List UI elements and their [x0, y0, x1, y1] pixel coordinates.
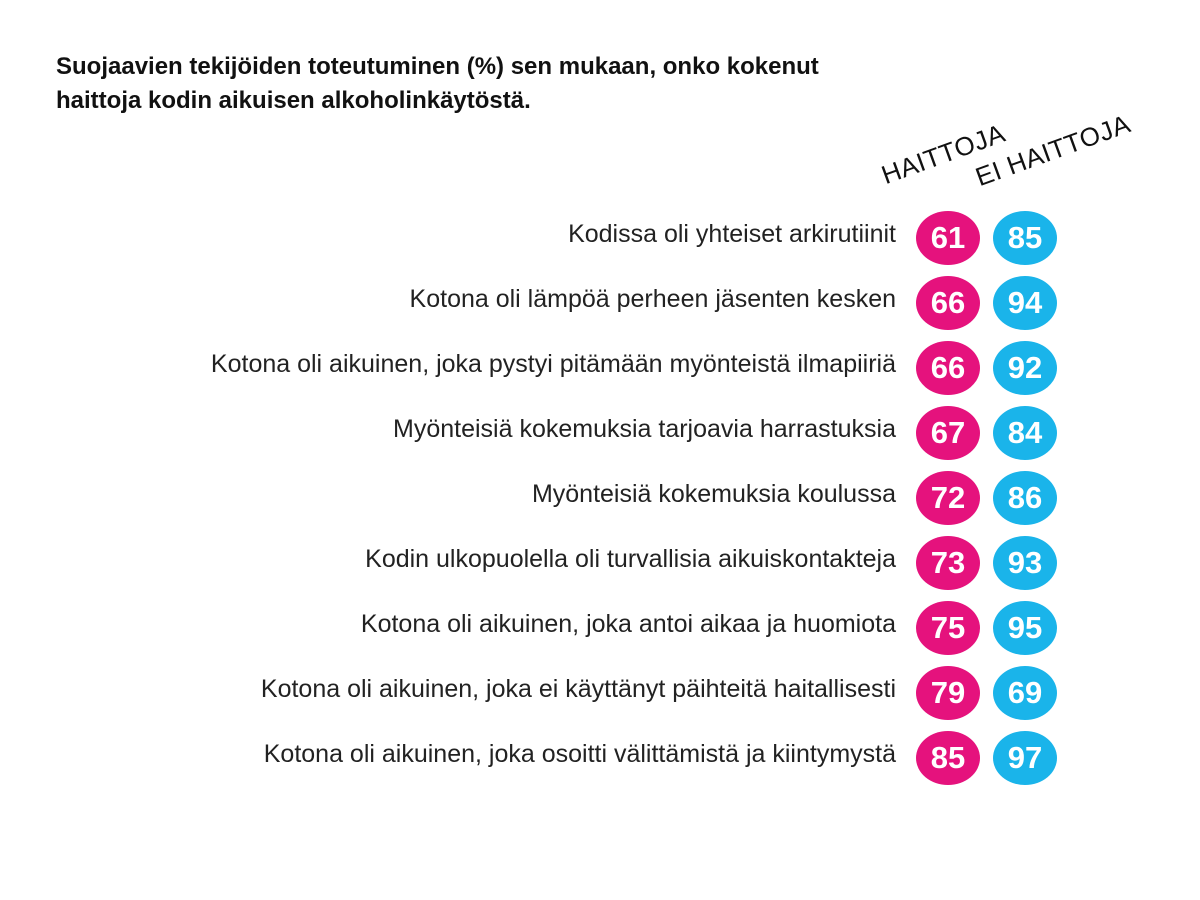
value-bubble-haittoja: 66 — [916, 341, 980, 395]
value-bubble-ei-haittoja: 97 — [993, 731, 1057, 785]
row-label: Myönteisiä kokemuksia koulussa — [531, 480, 896, 508]
row-label: Kotona oli aikuinen, joka osoitti välittämistä ja kiintymystä — [263, 740, 896, 768]
chart-row — [0, 338, 1200, 398]
value-bubble-haittoja: 72 — [916, 471, 980, 525]
chart-row — [0, 403, 1200, 463]
value-bubble-haittoja: 67 — [916, 406, 980, 460]
row-label: Kodin ulkopuolella oli turvallisia aikuiskontakteja — [365, 545, 896, 573]
row-label: Kotona oli lämpöä perheen jäsenten kesken — [409, 285, 896, 313]
value-bubble-ei-haittoja: 93 — [993, 536, 1057, 590]
row-label: Kotona oli aikuinen, joka antoi aikaa ja huomiota — [360, 610, 896, 638]
chart-row — [0, 598, 1200, 658]
value-bubble-haittoja: 75 — [916, 601, 980, 655]
chart-row — [0, 208, 1200, 268]
chart-title-line: Suojaavien tekijöiden toteutuminen (%) sen mukaan, onko kokenut — [56, 53, 819, 80]
column-header-haittoja: HAITTOJA — [877, 117, 1010, 191]
chart-row — [0, 468, 1200, 528]
chart-row — [0, 663, 1200, 723]
row-label: Myönteisiä kokemuksia tarjoavia harrastuksia — [393, 415, 896, 443]
value-bubble-ei-haittoja: 84 — [993, 406, 1057, 460]
chart-row — [0, 728, 1200, 788]
row-label: Kotona oli aikuinen, joka ei käyttänyt päihteitä haitallisesti — [260, 675, 896, 703]
value-bubble-ei-haittoja: 95 — [993, 601, 1057, 655]
value-bubble-ei-haittoja: 86 — [993, 471, 1057, 525]
column-header-ei-haittoja: EI HAITTOJA — [971, 108, 1135, 193]
value-bubble-haittoja: 61 — [916, 211, 980, 265]
value-bubble-haittoja: 73 — [916, 536, 980, 590]
chart-title-line: haittoja kodin aikuisen alkoholinkäytöstä. — [56, 87, 531, 114]
chart-title — [56, 50, 916, 118]
value-bubble-haittoja: 79 — [916, 666, 980, 720]
value-bubble-ei-haittoja: 92 — [993, 341, 1057, 395]
row-label: Kotona oli aikuinen, joka pystyi pitämään myönteistä ilmapiiriä — [210, 350, 896, 378]
value-bubble-ei-haittoja: 85 — [993, 211, 1057, 265]
row-label: Kodissa oli yhteiset arkirutiinit — [568, 220, 896, 248]
value-bubble-haittoja: 66 — [916, 276, 980, 330]
value-bubble-haittoja: 85 — [916, 731, 980, 785]
value-bubble-ei-haittoja: 94 — [993, 276, 1057, 330]
chart-row — [0, 533, 1200, 593]
chart-row — [0, 273, 1200, 333]
value-bubble-ei-haittoja: 69 — [993, 666, 1057, 720]
